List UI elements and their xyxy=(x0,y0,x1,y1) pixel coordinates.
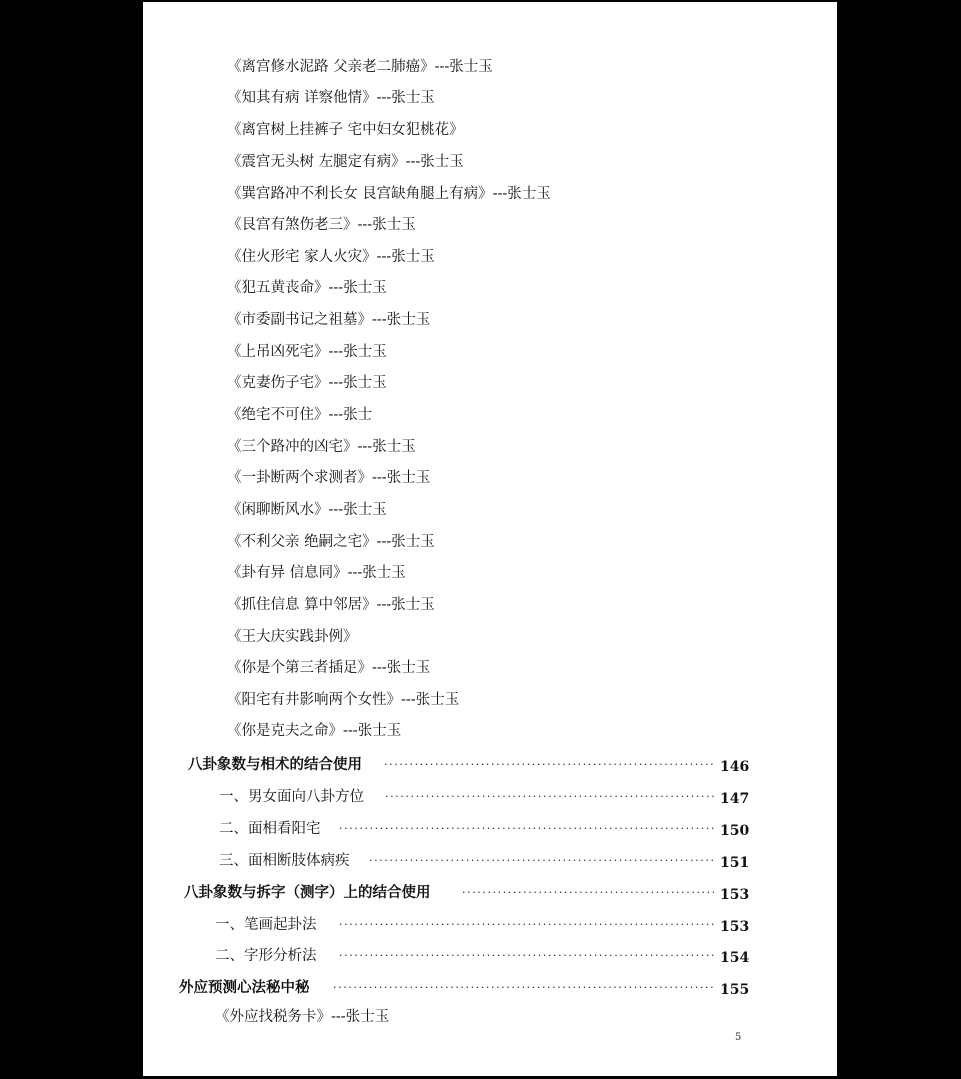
article-entry xyxy=(143,213,837,237)
article-entry xyxy=(143,371,837,395)
toc-page-number: 151 xyxy=(720,855,750,871)
article-entry xyxy=(143,276,837,300)
article-title: 《艮宫有煞伤老三》---张士玉 xyxy=(227,217,416,233)
toc-page-number: 154 xyxy=(720,950,750,966)
article-entry xyxy=(143,593,837,617)
article-title: 《阳宅有井影响两个女性》---张士玉 xyxy=(227,692,460,708)
article-entry xyxy=(143,1005,837,1029)
article-title: 《不利父亲 绝嗣之宅》---张士玉 xyxy=(227,534,435,550)
article-title: 《王大庆实践卦例》 xyxy=(227,629,358,645)
article-title: 《闲聊断风水》---张士玉 xyxy=(227,502,387,518)
toc-page-number: 147 xyxy=(720,791,750,807)
toc-heading xyxy=(143,976,837,1000)
article-entry xyxy=(143,498,837,522)
toc-title: 二、字形分析法 xyxy=(215,948,317,964)
article-title: 《震宫无头树 左腿定有病》---张士玉 xyxy=(227,154,464,170)
toc-title: 外应预测心法秘中秘 xyxy=(179,979,310,996)
article-title: 《市委副书记之祖墓》---张士玉 xyxy=(227,312,431,328)
toc-subentry xyxy=(143,785,837,809)
article-entry xyxy=(143,530,837,554)
toc-heading xyxy=(143,753,837,777)
article-title: 《一卦断两个求测者》---张士玉 xyxy=(227,470,431,486)
dot-leader xyxy=(385,785,714,809)
toc-title: 一、男女面向八卦方位 xyxy=(219,789,364,805)
article-title: 《离宫修水泥路 父亲老二肺癌》---张士玉 xyxy=(227,59,493,75)
toc-title: 八卦象数与拆字（测字）上的结合使用 xyxy=(184,884,431,901)
article-entry xyxy=(143,118,837,142)
toc-page-number: 153 xyxy=(720,919,750,935)
toc-subentry xyxy=(143,944,837,968)
toc-page-number: 153 xyxy=(720,887,750,903)
article-entry xyxy=(143,86,837,110)
toc-page-number: 150 xyxy=(720,823,750,839)
dot-leader xyxy=(462,881,714,905)
article-title: 《卦有异 信息同》---张士玉 xyxy=(227,565,406,581)
article-title: 《犯五黄丧命》---张士玉 xyxy=(227,280,387,296)
toc-title: 三、面相断肢体病疾 xyxy=(219,853,350,869)
dot-leader xyxy=(339,913,714,937)
article-title: 《三个路冲的凶宅》---张士玉 xyxy=(227,439,416,455)
article-entry xyxy=(143,719,837,743)
article-title: 《知其有病 详察他情》---张士玉 xyxy=(227,90,435,106)
toc-subentry xyxy=(143,913,837,937)
article-title: 《离宫树上挂裤子 宅中妇女犯桃花》 xyxy=(227,122,464,138)
article-title: 《外应找税务卡》---张士玉 xyxy=(215,1009,390,1025)
page-number-mark: 5 xyxy=(735,1032,742,1043)
article-entry xyxy=(143,55,837,79)
dot-leader xyxy=(339,817,714,841)
toc-heading xyxy=(143,881,837,905)
article-entry xyxy=(143,466,837,490)
article-entry xyxy=(143,308,837,332)
dot-leader xyxy=(384,753,714,777)
article-title: 《巽宫路冲不利长女 艮宫缺角腿上有病》---张士玉 xyxy=(227,186,551,202)
toc-title: 八卦象数与相术的结合使用 xyxy=(188,756,362,773)
article-title: 《你是克夫之命》---张士玉 xyxy=(227,723,402,739)
article-entry xyxy=(143,656,837,680)
article-title: 《克妻伤子宅》---张士玉 xyxy=(227,375,387,391)
article-entry xyxy=(143,625,837,649)
article-entry xyxy=(143,150,837,174)
dot-leader xyxy=(369,849,714,873)
toc-page-number: 155 xyxy=(720,982,750,998)
toc-subentry xyxy=(143,817,837,841)
toc-page-number: 146 xyxy=(720,759,750,775)
article-title: 《绝宅不可住》---张士 xyxy=(227,407,373,423)
article-entry xyxy=(143,182,837,206)
article-entry xyxy=(143,340,837,364)
article-entry xyxy=(143,435,837,459)
toc-title: 一、笔画起卦法 xyxy=(215,917,317,933)
article-title: 《住火形宅 家人火灾》---张士玉 xyxy=(227,249,435,265)
dot-leader xyxy=(339,944,714,968)
toc-title: 二、面相看阳宅 xyxy=(219,821,321,837)
article-entry xyxy=(143,561,837,585)
article-title: 《上吊凶死宅》---张士玉 xyxy=(227,344,387,360)
article-entry xyxy=(143,403,837,427)
article-title: 《抓住信息 算中邻居》---张士玉 xyxy=(227,597,435,613)
document-page xyxy=(143,2,837,1076)
dot-leader xyxy=(333,976,714,1000)
article-title: 《你是个第三者插足》---张士玉 xyxy=(227,660,431,676)
toc-subentry xyxy=(143,849,837,873)
article-entry xyxy=(143,245,837,269)
article-entry xyxy=(143,688,837,712)
